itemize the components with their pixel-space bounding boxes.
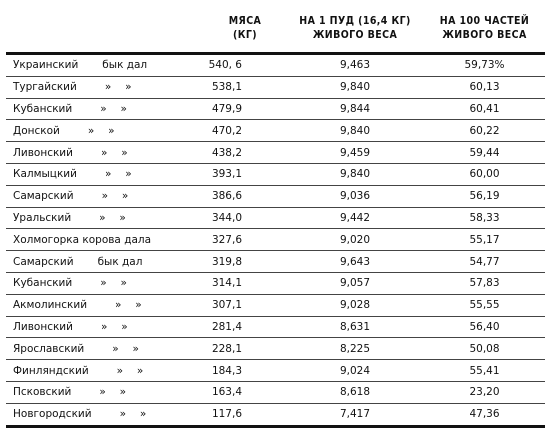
per-pud-cell: 9,442: [286, 207, 424, 229]
per-pud-cell: 9,840: [286, 163, 424, 185]
table-row: [6, 381, 545, 403]
meat-cell: 281,4: [176, 316, 286, 338]
breed-cell: [6, 272, 176, 294]
per-pud-cell: 7,417: [286, 403, 424, 426]
breed-name: Кубанский: [13, 102, 73, 115]
per-pud-cell: 8,631: [286, 316, 424, 338]
per-100-cell: 50,08: [424, 338, 545, 360]
header-per-pud-line-2: ЖИВОГО ВЕСА: [312, 29, 398, 41]
per-100-cell: 23,20: [424, 381, 545, 403]
breed-name: Калмыцкий: [13, 168, 77, 181]
per-pud-cell: 9,844: [286, 98, 424, 120]
breed-cell: [6, 294, 176, 316]
meat-cell: 540, 6: [176, 54, 286, 77]
per-100-cell: 55,17: [424, 229, 545, 251]
breed-note: » »: [100, 320, 128, 333]
meat-cell: 438,2: [176, 142, 286, 164]
per-pud-cell: 9,020: [286, 229, 424, 251]
header-per-pud-line-1: НА 1 ПУД (16,4 КГ): [299, 15, 411, 27]
per-100-cell: 57,83: [424, 272, 545, 294]
table-row: [6, 120, 545, 142]
breed-cell: [6, 142, 176, 164]
table-row: [6, 360, 545, 382]
breed-name: Акмолинский: [13, 299, 88, 312]
breed-cell: [6, 185, 176, 207]
breed-cell: [6, 229, 176, 251]
per-100-cell: 59,73%: [424, 54, 545, 77]
meat-cell: 538,1: [176, 76, 286, 98]
breed-cell: [6, 316, 176, 338]
breed-cell: [6, 120, 176, 142]
per-pud-cell: 9,057: [286, 272, 424, 294]
breed-note: » »: [115, 299, 142, 312]
header-meat: [176, 10, 286, 54]
table-row: [6, 229, 545, 251]
table-row: [6, 251, 545, 273]
per-100-cell: 47,36: [424, 403, 545, 426]
header-per-100: [424, 10, 545, 54]
per-100-cell: 60,22: [424, 120, 545, 142]
breed-note: бык дал: [97, 255, 143, 268]
table-header-row: [6, 10, 545, 54]
table-row: [6, 142, 545, 164]
table-row: [6, 338, 545, 360]
table-row: [6, 54, 545, 77]
table-row: [6, 403, 545, 426]
table-row: [6, 294, 545, 316]
meat-cell: 327,6: [176, 229, 286, 251]
meat-cell: 344,0: [176, 207, 286, 229]
breed-name: Финляндский: [13, 364, 89, 377]
document-page: [6, 10, 545, 428]
breed-name: Холмогорка корова дала: [13, 233, 152, 246]
meat-cell: 470,2: [176, 120, 286, 142]
meat-yield-table: [6, 10, 545, 428]
table-body: [6, 54, 545, 427]
breed-cell: [6, 54, 176, 77]
meat-cell: 314,1: [176, 272, 286, 294]
breed-name: Донской: [13, 124, 60, 137]
breed-name: Новгородский: [13, 408, 92, 421]
per-100-cell: 58,33: [424, 207, 545, 229]
breed-name: Тургайский: [13, 81, 77, 94]
header-per-100-line-2: ЖИВОГО ВЕСА: [442, 29, 527, 41]
per-100-cell: 54,77: [424, 251, 545, 273]
per-pud-cell: 9,024: [286, 360, 424, 382]
breed-cell: [6, 163, 176, 185]
breed-cell: [6, 251, 176, 273]
table-row: [6, 185, 545, 207]
breed-name: Украинский: [13, 59, 79, 72]
header-per-100-line-1: НА 100 ЧАСТЕЙ: [439, 15, 530, 27]
per-100-cell: 56,40: [424, 316, 545, 338]
table-row: [6, 207, 545, 229]
table-row: [6, 272, 545, 294]
per-pud-cell: 9,840: [286, 76, 424, 98]
breed-note: » »: [104, 168, 132, 181]
breed-name: Ярославский: [13, 342, 85, 355]
breed-name: Самарский: [13, 190, 74, 203]
per-100-cell: 60,13: [424, 76, 545, 98]
breed-name: Ливонский: [13, 146, 73, 159]
per-100-cell: 60,41: [424, 98, 545, 120]
breed-name: Ливонский: [13, 320, 73, 333]
breed-cell: [6, 98, 176, 120]
meat-cell: 228,1: [176, 338, 286, 360]
breed-note: » »: [119, 408, 147, 421]
breed-name: Самарский: [13, 255, 74, 268]
breed-note: » »: [101, 190, 129, 203]
breed-note: » »: [87, 124, 115, 137]
breed-cell: [6, 403, 176, 426]
per-pud-cell: 9,459: [286, 142, 424, 164]
breed-cell: [6, 207, 176, 229]
meat-cell: 117,6: [176, 403, 286, 426]
meat-cell: 307,1: [176, 294, 286, 316]
breed-note: » »: [100, 146, 128, 159]
table-row: [6, 76, 545, 98]
header-per-pud: [286, 10, 424, 54]
header-name: [6, 10, 176, 54]
breed-note: » »: [100, 102, 127, 115]
per-100-cell: 56,19: [424, 185, 545, 207]
meat-cell: 184,3: [176, 360, 286, 382]
per-100-cell: 60,00: [424, 163, 545, 185]
table-row: [6, 316, 545, 338]
per-pud-cell: 9,463: [286, 54, 424, 77]
breed-cell: [6, 360, 176, 382]
breed-note: » »: [99, 211, 126, 224]
meat-cell: 386,6: [176, 185, 286, 207]
breed-name: Кубанский: [13, 277, 73, 290]
per-100-cell: 55,41: [424, 360, 545, 382]
breed-cell: [6, 76, 176, 98]
per-pud-cell: 9,643: [286, 251, 424, 273]
meat-cell: 479,9: [176, 98, 286, 120]
per-pud-cell: 9,840: [286, 120, 424, 142]
per-pud-cell: 9,036: [286, 185, 424, 207]
per-pud-cell: 8,225: [286, 338, 424, 360]
per-pud-cell: 8,618: [286, 381, 424, 403]
breed-name: Псковский: [13, 386, 72, 399]
per-100-cell: 59,44: [424, 142, 545, 164]
table-row: [6, 163, 545, 185]
breed-note: » »: [99, 386, 127, 399]
breed-note: » »: [116, 364, 144, 377]
breed-name: Уральский: [13, 211, 72, 224]
breed-note: бык дал: [102, 59, 148, 72]
per-100-cell: 55,55: [424, 294, 545, 316]
header-meat-line-1: МЯСА: [228, 15, 262, 27]
breed-cell: [6, 381, 176, 403]
meat-cell: 163,4: [176, 381, 286, 403]
breed-note: » »: [112, 342, 139, 355]
table-row: [6, 98, 545, 120]
breed-note: » »: [104, 81, 132, 94]
meat-cell: 393,1: [176, 163, 286, 185]
breed-note: » »: [100, 277, 127, 290]
header-meat-line-2: (КГ): [233, 29, 257, 41]
per-pud-cell: 9,028: [286, 294, 424, 316]
breed-cell: [6, 338, 176, 360]
meat-cell: 319,8: [176, 251, 286, 273]
